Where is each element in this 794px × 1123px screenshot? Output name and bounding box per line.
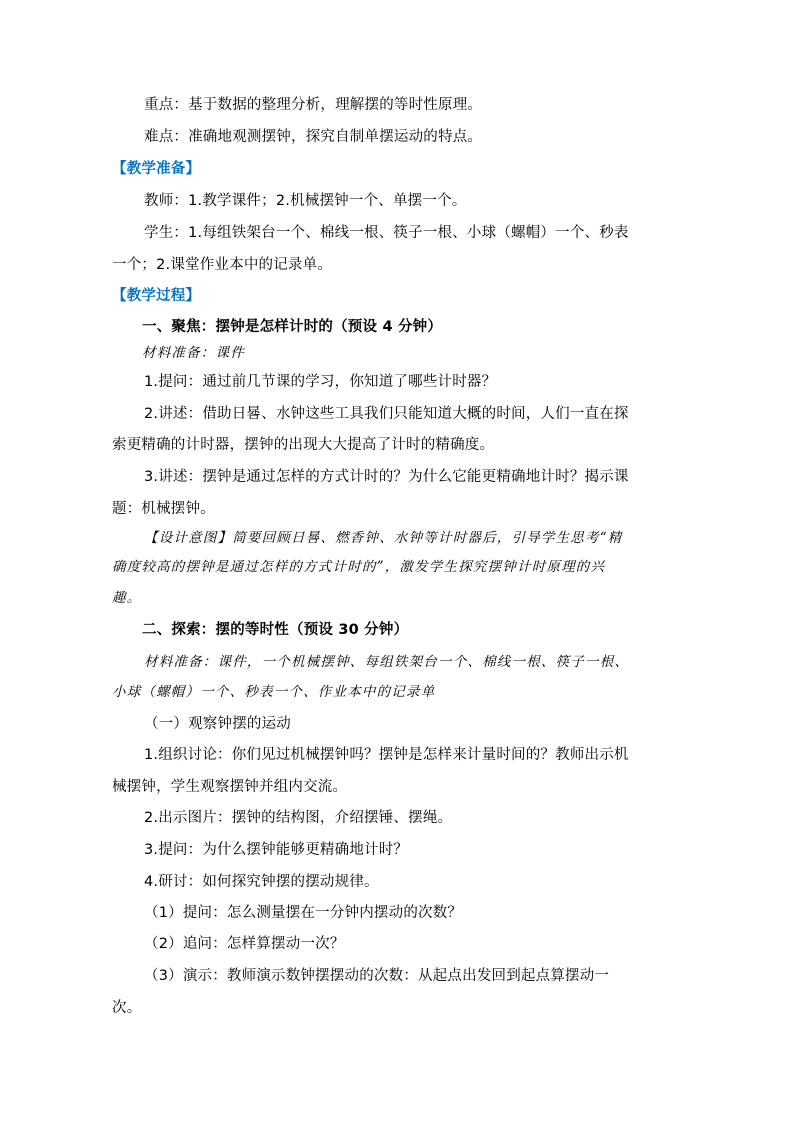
section-1-title: 一、聚焦：摆钟是怎样计时的（预设 4 分钟）: [142, 319, 443, 335]
section-2-materials: 材料准备：课件，一个机械摆钟、每组铁架台一个、棉线一根、筷子一根、: [144, 654, 630, 670]
activity-1-cont: 械摆钟，学生观察摆钟并组内交流。: [112, 779, 348, 795]
heading-teaching-prep: 【教学准备】: [112, 161, 201, 177]
step-3-cont: 题：机械摆钟。: [112, 501, 215, 517]
key-point: 重点：基于数据的整理分析，理解摆的等时性原理。: [144, 97, 483, 113]
student-materials-cont: 一个；2.课堂作业本中的记录单。: [112, 257, 333, 273]
activity-2: 2.出示图片：摆钟的结构图，介绍摆锤、摆绳。: [144, 810, 453, 826]
teacher-materials: 教师：1.教学课件；2.机械摆钟一个、单摆一个。: [144, 193, 467, 209]
subsection-1-title: （一）观察钟摆的运动: [144, 716, 291, 732]
activity-4: 4.研讨：如何探究钟摆的摆动规律。: [144, 874, 379, 890]
step-2: 2.讲述：借助日晷、水钟这些工具我们只能知道大概的时间，人们一直在探: [144, 406, 629, 422]
section-2-title: 二、探索：摆的等时性（预设 30 分钟）: [142, 622, 409, 638]
activity-1: 1.组织讨论：你们见过机械摆钟吗？摆钟是怎样来计量时间的？教师出示机: [144, 747, 629, 763]
student-materials: 学生：1.每组铁架台一个、棉线一根、筷子一根、小球（螺帽）一个、秒表: [144, 225, 629, 241]
activity-4-1: （1）提问：怎么测量摆在一分钟内摆动的次数？: [144, 905, 463, 921]
step-1: 1.提问：通过前几节课的学习，你知道了哪些计时器？: [144, 374, 497, 390]
section-1-materials: 材料准备：课件: [142, 345, 245, 361]
design-intent: 【设计意图】简要回顾日晷、燃香钟、水钟等计时器后，引导学生思考“精: [144, 530, 623, 546]
design-intent-end: 趣。: [112, 590, 142, 606]
design-intent-cont: 确度较高的摆钟是通过怎样的方式计时的”，激发学生探究摆钟计时原理的兴: [112, 559, 606, 575]
heading-teaching-process: 【教学过程】: [112, 288, 201, 304]
step-2-cont: 索更精确的计时器，摆钟的出现大大提高了计时的精确度。: [112, 437, 495, 453]
activity-3: 3.提问：为什么摆钟能够更精确地计时？: [144, 842, 409, 858]
activity-4-3: （3）演示：教师演示数钟摆摆动的次数：从起点出发回到起点算摆动一: [144, 968, 610, 984]
activity-4-2: （2）追问：怎样算摆动一次？: [144, 936, 345, 952]
activity-4-3-cont: 次。: [112, 1000, 142, 1016]
section-2-materials-cont: 小球（螺帽）一个、秒表一个、作业本中的记录单: [112, 684, 436, 700]
difficult-point: 难点：准确地观测摆钟，探究自制单摆运动的特点。: [144, 129, 483, 145]
step-3: 3.讲述：摆钟是通过怎样的方式计时的？为什么它能更精确地计时？揭示课: [144, 469, 629, 485]
